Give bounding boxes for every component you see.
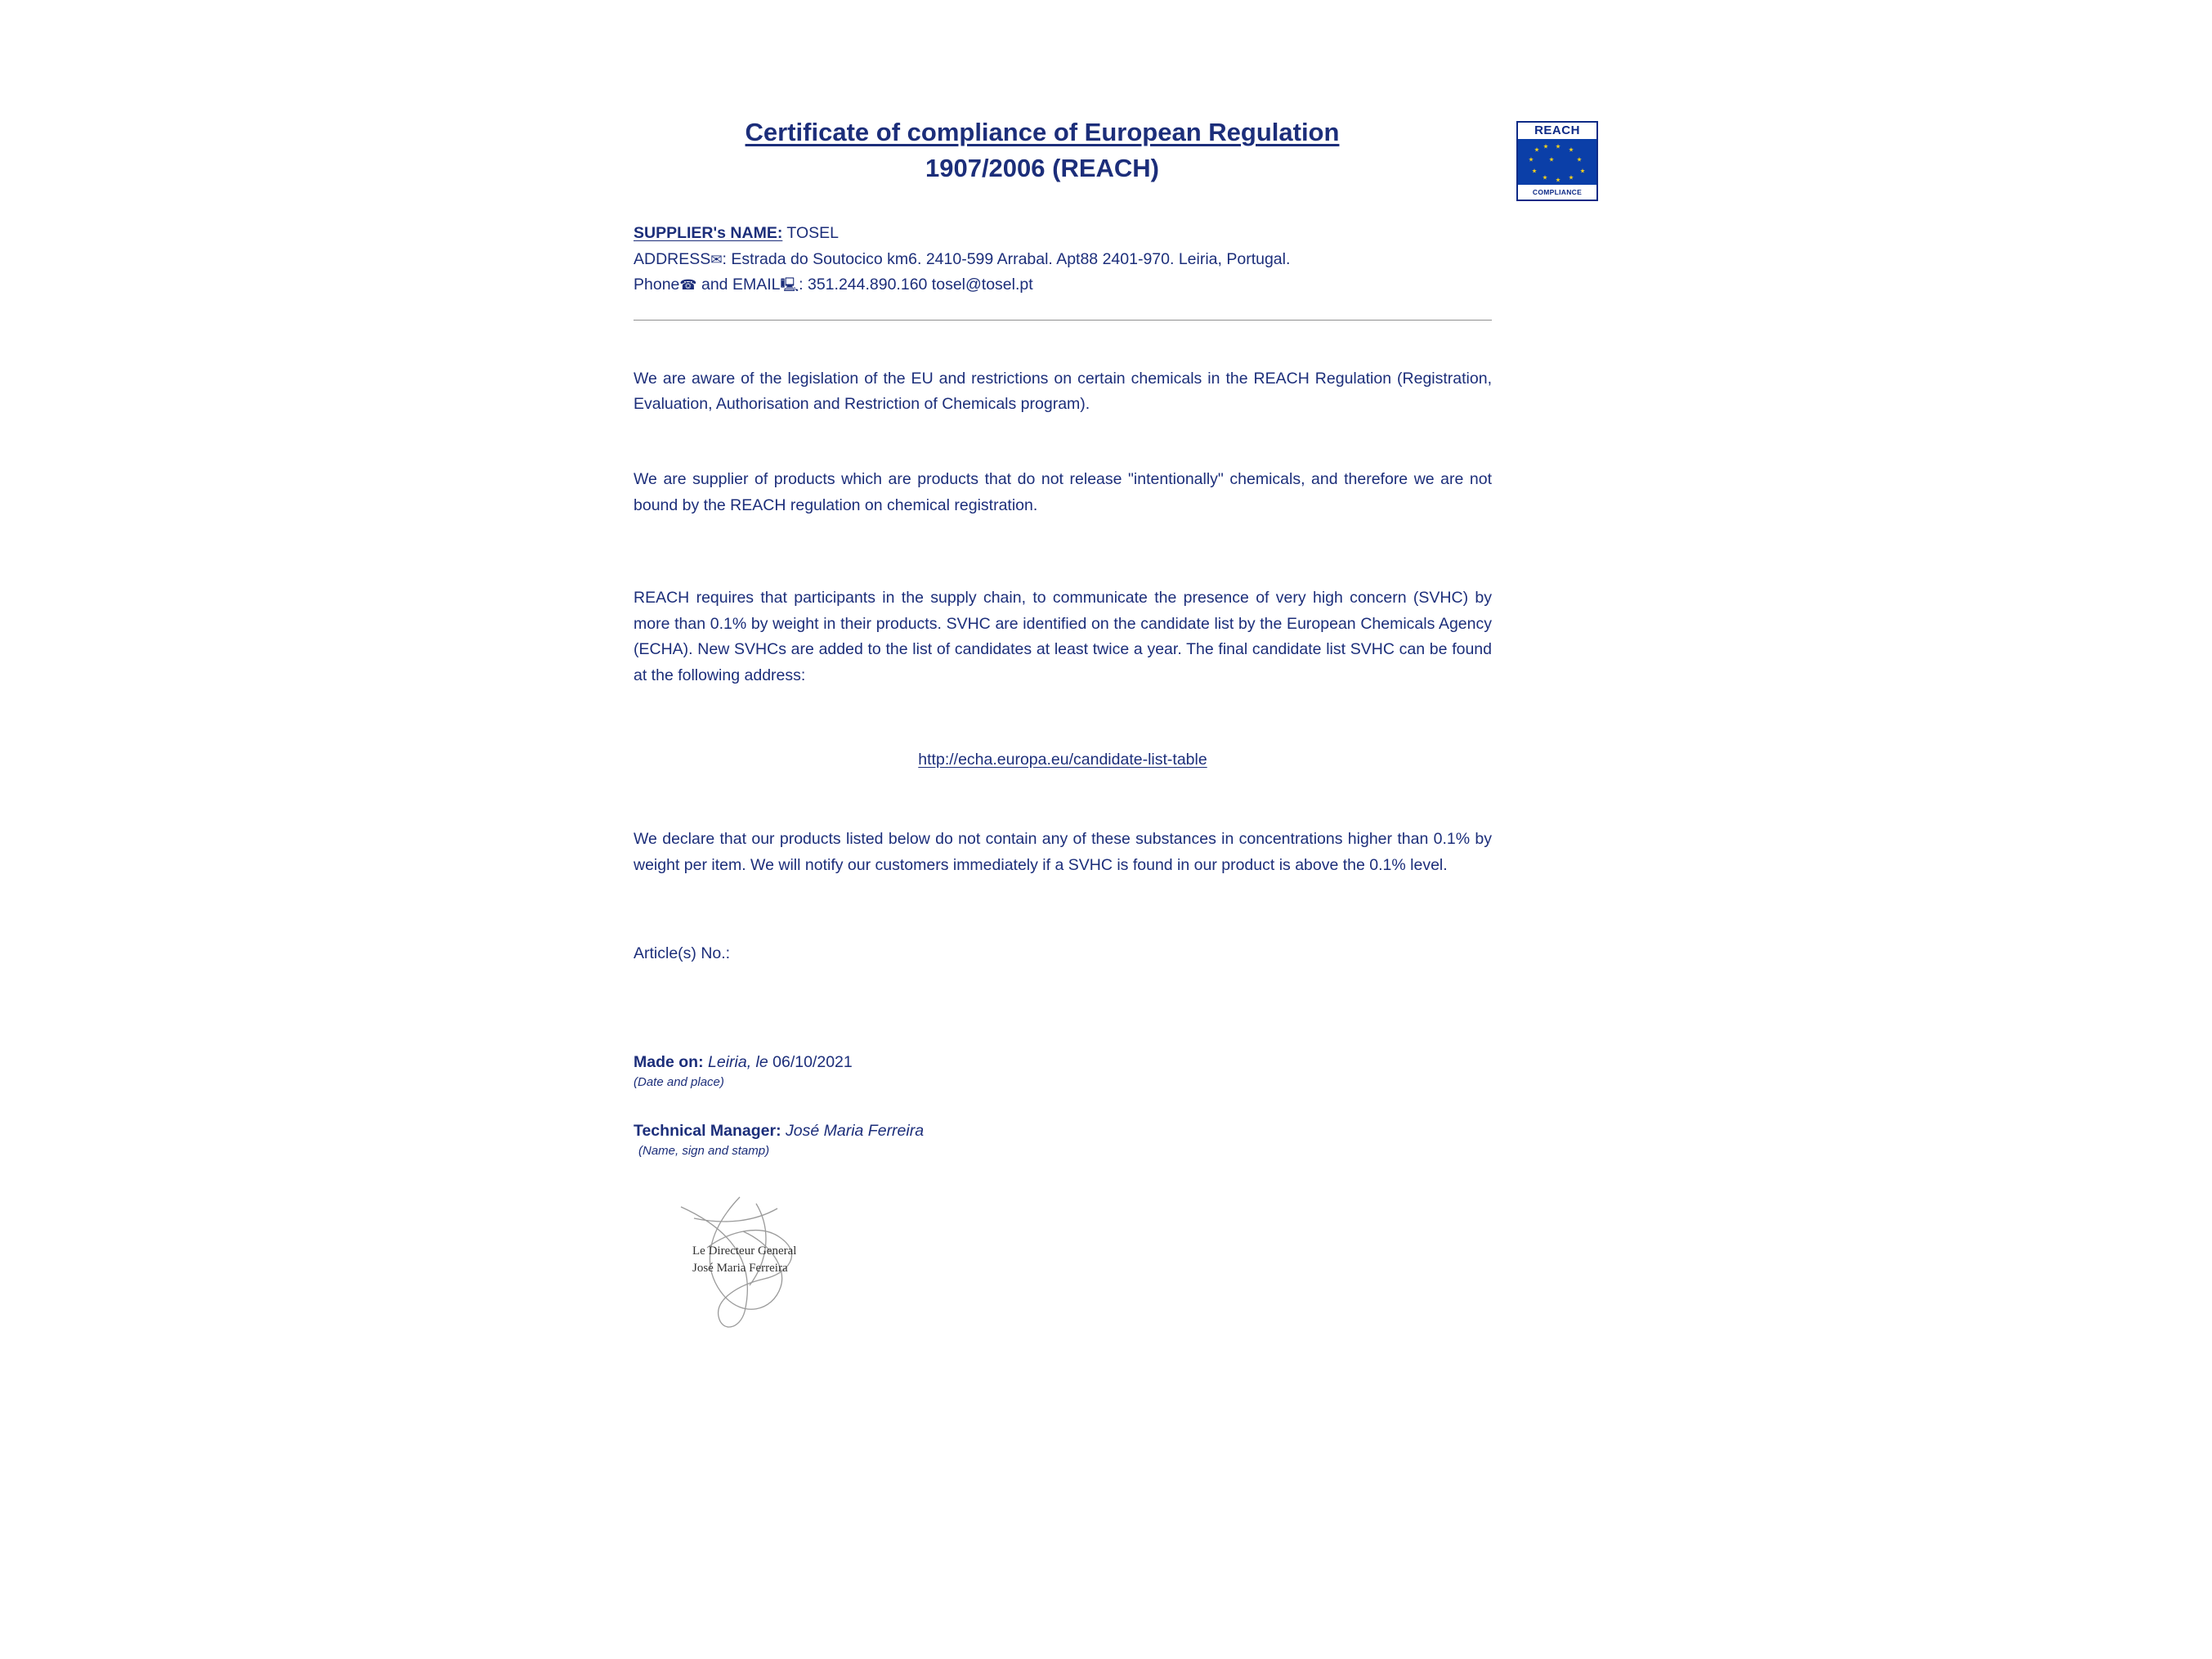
address-value: : Estrada do Soutocico km6. 2410-599 Arrabal. Apt88 2401-970. Leiria, Portugal.: [722, 249, 1291, 268]
stamp-line-1: Le Directeur General: [692, 1244, 797, 1258]
page-title: [634, 114, 1451, 186]
title-line-2: 1907/2006 (REACH): [925, 154, 1160, 183]
contact-mid-label: and EMAIL: [696, 276, 781, 294]
stamp-line-2: José Maria Ferreira: [692, 1262, 788, 1276]
document-body: [634, 114, 1500, 1336]
reach-logo-top-text: REACH: [1534, 123, 1580, 137]
reach-logo-bottom-text: COMPLIANCE: [1532, 188, 1583, 196]
technical-manager-name: José Maria Ferreira: [781, 1121, 925, 1140]
stamp-text: [692, 1243, 796, 1279]
paragraph-declaration: We declare that our products listed below do not contain any of these substances in concentrations higher than 0.1% by weight per item. We will notify our customers immediately if a SVHC is found in our product is above the 0.1% level.: [634, 830, 1492, 874]
title-line-1: Certificate of compliance of European Regulation: [745, 118, 1340, 146]
articles-number-label: Article(s) No.:: [634, 944, 731, 962]
supplier-contact-line: [634, 272, 1500, 298]
supplier-block: [634, 221, 1500, 298]
candidate-list-link-container: [634, 751, 1492, 769]
phone-icon: ☎: [679, 277, 697, 294]
address-label: ADDRESS: [634, 249, 711, 268]
supplier-address-line: [634, 247, 1500, 273]
technical-manager-label: Technical Manager:: [634, 1121, 781, 1140]
paragraph-legislation-awareness: We are aware of the legislation of the EU and restrictions on certain chemicals in the REACH Regulation (Registration, Evaluation, Authorisation and Restriction of Chemicals program).: [634, 369, 1492, 414]
paragraph-supplier-statement: We are supplier of products which are products that do not release "intentionally" chemicals, and therefore we are not bound by the REACH regulation on chemical registration.: [634, 469, 1492, 514]
envelope-icon: ✉: [710, 251, 723, 268]
technical-manager-line: [634, 1122, 1500, 1141]
signature-stamp: [658, 1189, 854, 1336]
supplier-name-value: TOSEL: [782, 224, 839, 243]
made-on-caption: (Date and place): [634, 1074, 724, 1089]
supplier-name-line: [634, 221, 1500, 247]
made-on-label: Made on:: [634, 1052, 704, 1071]
supplier-name-label: SUPPLIER's NAME:: [634, 224, 783, 243]
candidate-list-link[interactable]: http://echa.europa.eu/candidate-list-table: [918, 751, 1207, 769]
made-on-place: Leiria, le: [703, 1052, 768, 1071]
reach-compliance-logo: [1516, 121, 1598, 201]
email-icon: 🖳: [780, 277, 799, 294]
technical-manager-caption: (Name, sign and stamp): [638, 1143, 770, 1158]
title-row: [634, 114, 1500, 186]
made-on-date: 06/10/2021: [768, 1052, 853, 1071]
phone-label: Phone: [634, 276, 680, 294]
eu-flag-icon: [1518, 139, 1596, 185]
contact-value: : 351.244.890.160 tosel@tosel.pt: [799, 276, 1033, 294]
paragraph-svhc-requirements: REACH requires that participants in the supply chain, to communicate the presence of very high concern (SVHC) by more than 0.1% by weight in their products. SVHC are identified on the candidate list by the European Chemicals Agency (ECHA). New SVHCs are added to the list of candidates at least twice a year. The final candidate list SVHC can be found at the following address:: [634, 589, 1492, 684]
made-on-line: [634, 1053, 1500, 1072]
